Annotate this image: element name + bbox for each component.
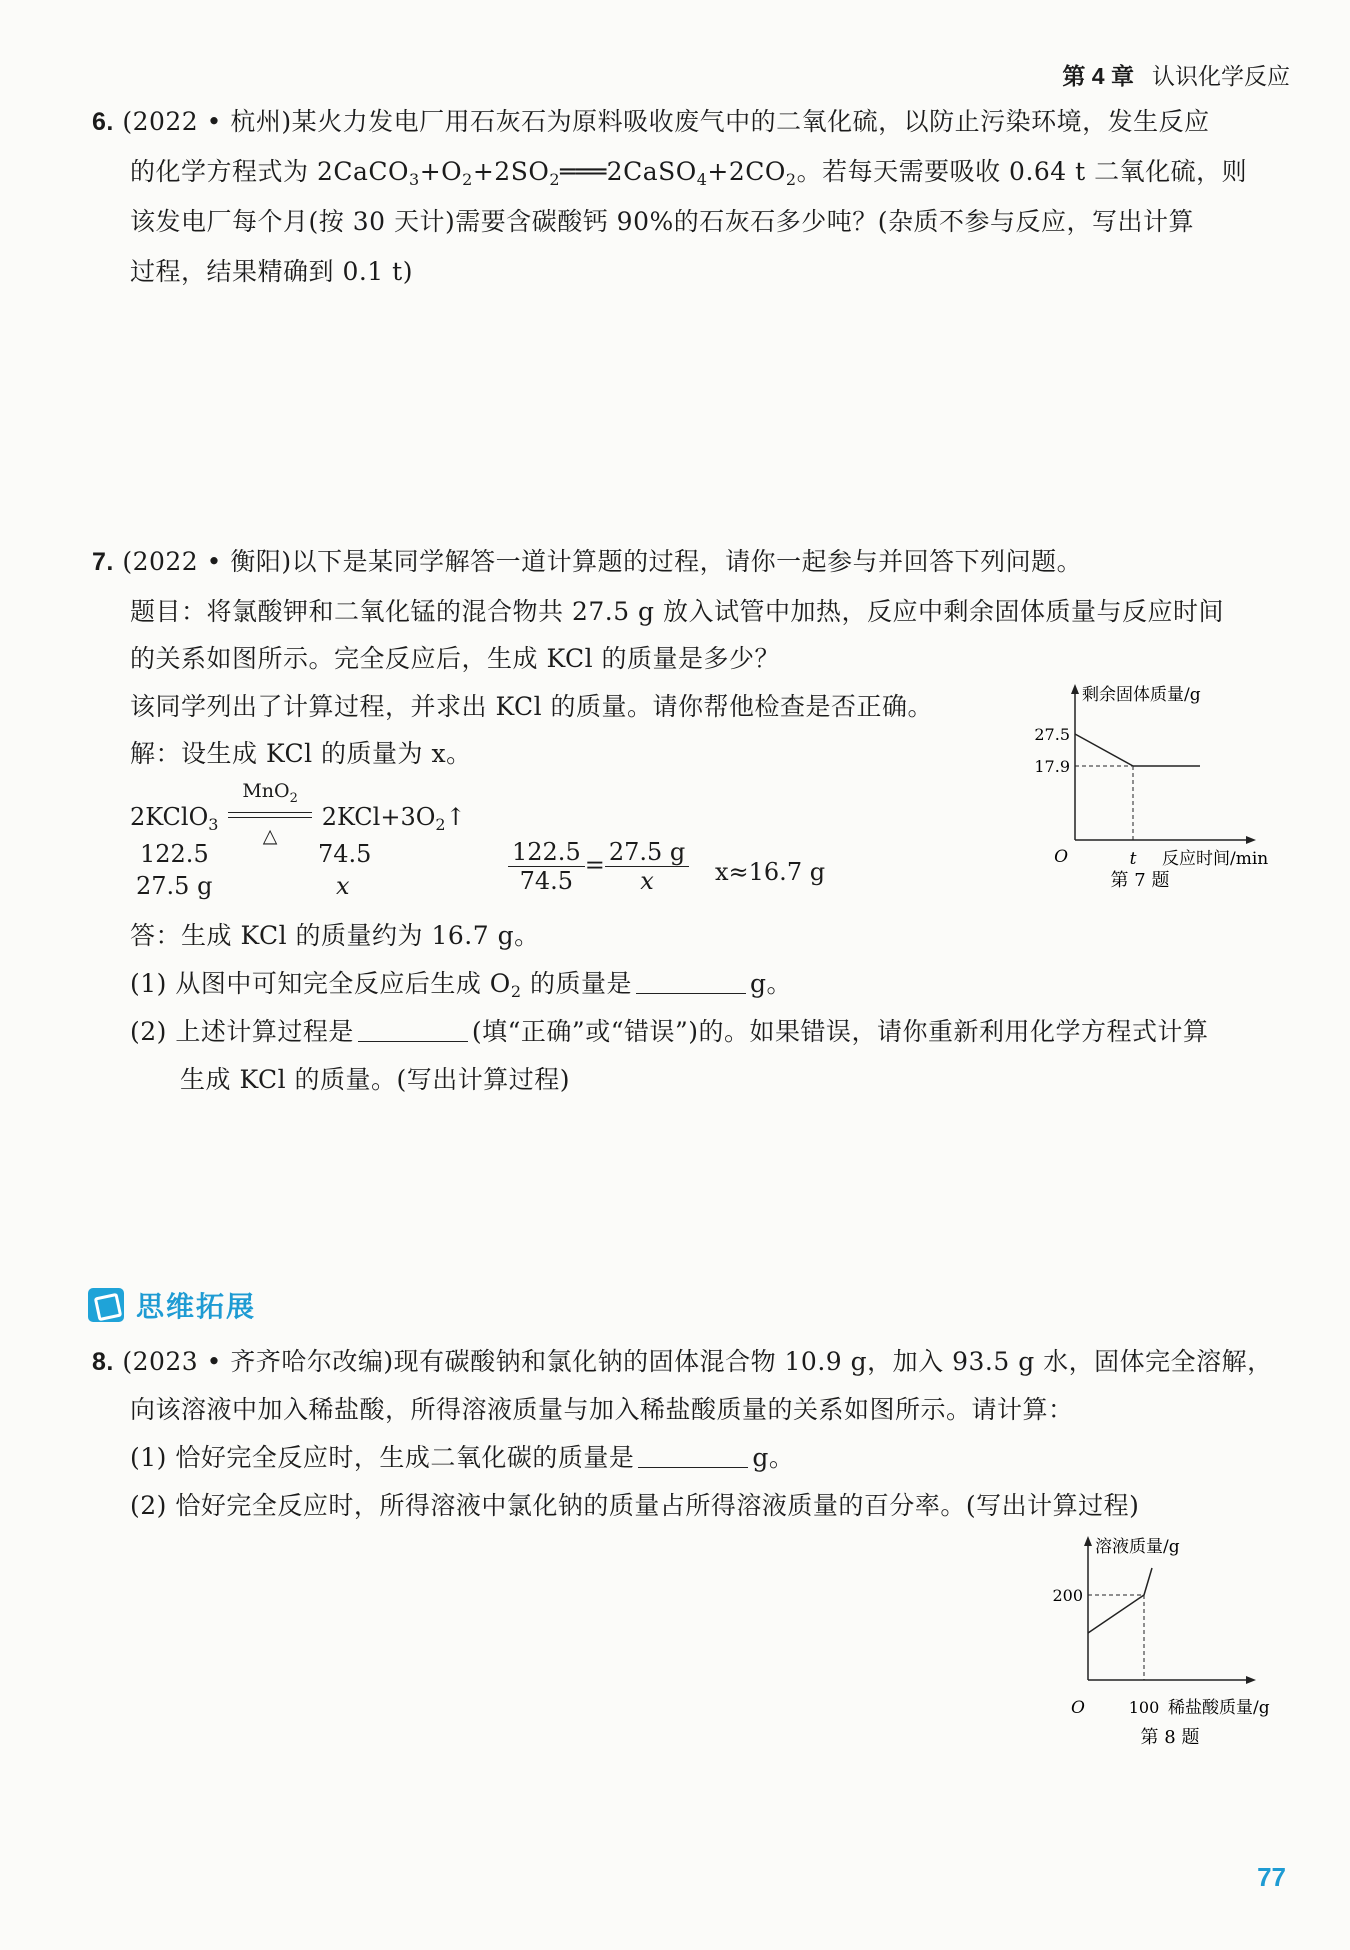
q7-chart xyxy=(1010,680,1310,900)
x-tick-100: 100 xyxy=(1128,1698,1160,1717)
running-header xyxy=(1062,58,1290,91)
x-axis-arrow-icon xyxy=(1246,1676,1256,1684)
q7-line-2: 题目：将氯酸钾和二氧化锰的混合物共 27.5 g 放入试管中加热，反应中剩余固体质量与反应时间 xyxy=(130,597,1225,626)
q8-part-2: (2) 恰好完全反应时，所得溶液中氯化钠的质量占所得溶液质量的百分率。(写出计算过程) xyxy=(130,1491,1140,1520)
y-axis-arrow-icon xyxy=(1084,1536,1092,1546)
q7-mass-74: 74.5 xyxy=(318,840,372,868)
q7-line-5: 解：设生成 KCl 的质量为 x。 xyxy=(130,739,472,768)
q7-result: x≈16.7 g xyxy=(715,858,826,886)
x-axis-arrow-icon xyxy=(1246,836,1256,844)
x-axis-label: 反应时间/min xyxy=(1162,849,1269,869)
section-header xyxy=(88,1285,256,1325)
chart8-caption: 第 8 题 xyxy=(1140,1727,1200,1748)
answer-blank[interactable] xyxy=(636,971,746,994)
y-axis-label: 剩余固体质量/g xyxy=(1082,685,1201,705)
y-tick-200: 200 xyxy=(1052,1586,1083,1605)
q7-line-1: 7. (2022 • 衡阳)以下是某同学解答一道计算题的过程，请你一起参与并回答下列问题。 xyxy=(92,547,1083,576)
q8-number: 8. xyxy=(92,1348,114,1376)
pencil-note-icon xyxy=(88,1288,124,1322)
origin-label: O xyxy=(1071,1698,1085,1718)
page-number: 77 xyxy=(1257,1862,1286,1892)
q7-mass-122: 122.5 xyxy=(140,840,209,868)
origin-label: O xyxy=(1054,847,1068,867)
q6-line-4: 过程，结果精确到 0.1 t) xyxy=(130,257,413,286)
answer-blank[interactable] xyxy=(638,1445,748,1468)
q8-chart xyxy=(1040,1530,1310,1760)
q6-line-1: 6. (2022 • 杭州)某火力发电厂用石灰石为原料吸收废气中的二氧化硫，以防止污染环境，发生反应 xyxy=(92,107,1210,136)
q6-line-3: 该发电厂每个月(按 30 天计)需要含碳酸钙 90%的石灰石多少吨？(杂质不参与反应，写出计算 xyxy=(130,207,1194,236)
chapter-label: 第 4 章 xyxy=(1062,63,1134,89)
q7-equation: 2KClO$_3$ MnO$_2$ △ $2KCl+3O_2↑$ xyxy=(130,780,466,847)
q8-part-1: (1) 恰好完全反应时，生成二氧化碳的质量是 g。 xyxy=(130,1443,795,1472)
q7-number: 7. xyxy=(92,548,114,576)
y-axis-label: 溶液质量/g xyxy=(1095,1537,1180,1557)
section-title: 思维拓展 xyxy=(136,1291,257,1322)
q7-answer: 答：生成 KCl 的质量约为 16.7 g。 xyxy=(130,921,540,950)
series-line xyxy=(1088,1568,1152,1633)
q7-line-3: 的关系如图所示。完全反应后，生成 KCl 的质量是多少？ xyxy=(130,644,781,673)
x-tick-t: t xyxy=(1129,849,1137,869)
series-line xyxy=(1075,734,1200,766)
y-tick-27.5: 27.5 xyxy=(1034,725,1070,744)
y-axis-arrow-icon xyxy=(1071,684,1079,694)
q7-mass-27: 27.5 g xyxy=(136,872,213,900)
q8-line-1: 8. (2023 • 齐齐哈尔改编)现有碳酸钠和氯化钠的固体混合物 10.9 g，加入 93.5 g 水，固体完全溶解， xyxy=(92,1347,1273,1376)
chart7-caption: 第 7 题 xyxy=(1110,870,1170,891)
q6-number: 6. xyxy=(92,108,114,136)
chapter-title: 认识化学反应 xyxy=(1152,64,1290,90)
q8-line-2: 向该溶液中加入稀盐酸，所得溶液质量与加入稀盐酸质量的关系如图所示。请计算： xyxy=(130,1395,1074,1424)
q7-proportion: $\frac{122.5}{74.5}$ = $\frac{27.5 g}{x}$ xyxy=(508,838,689,895)
q7-part-2: (2) 上述计算过程是 (填“正确”或“错误”)的。如果错误，请你重新利用化学方程式计算 xyxy=(130,1017,1209,1046)
q6-line-2: 的化学方程式为 $2CaCO_3+O_2+2SO_2═══2CaSO_4+2CO_2$。若每天需要吸收 0.64 t 二氧化硫，则 xyxy=(130,157,1248,189)
q7-part-1: (1) 从图中可知完全反应后生成 $O_2$ 的质量是 g。 xyxy=(130,969,792,1001)
y-tick-17.9: 17.9 xyxy=(1034,757,1070,776)
answer-blank[interactable] xyxy=(358,1019,468,1042)
x-axis-label: 稀盐酸质量/g xyxy=(1168,1698,1270,1718)
q7-var-x: x xyxy=(336,872,350,900)
q7-line-4: 该同学列出了计算过程，并求出 KCl 的质量。请你帮他检查是否正确。 xyxy=(130,692,934,721)
q7-part-2-cont: 生成 KCl 的质量。(写出计算过程) xyxy=(180,1065,571,1094)
